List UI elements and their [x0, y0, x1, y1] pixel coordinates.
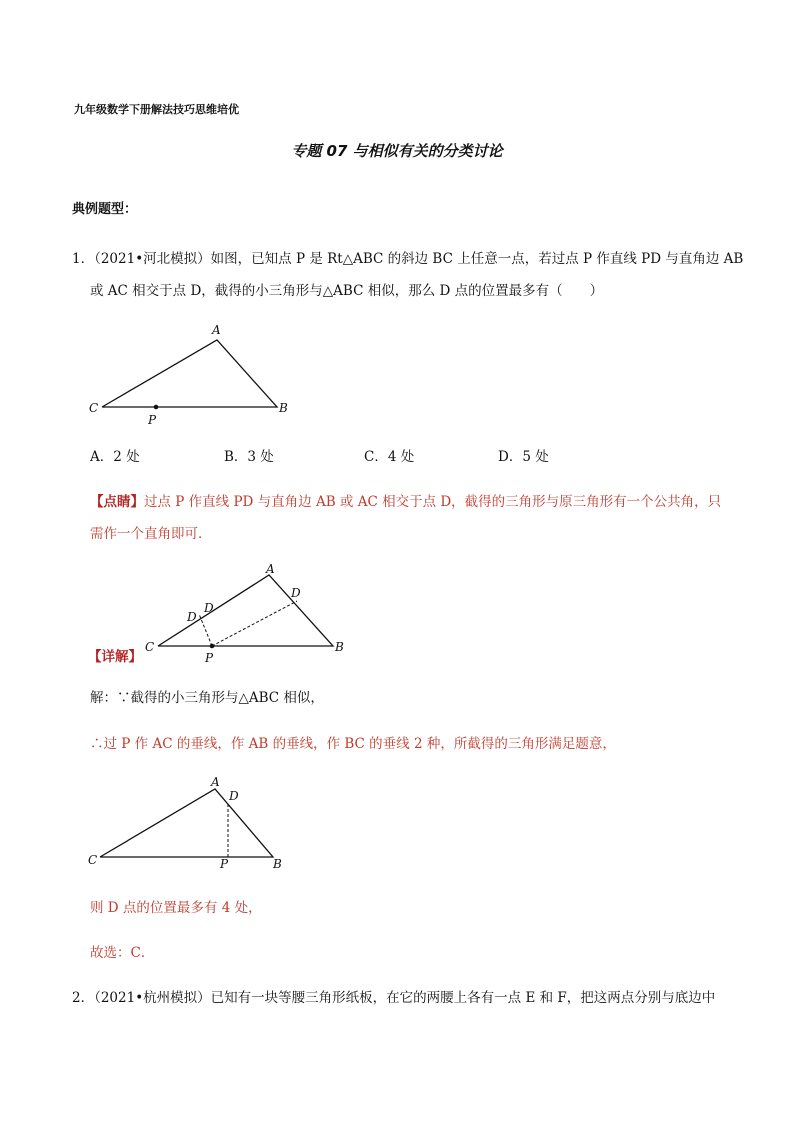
figure-1-triangle — [80, 318, 310, 430]
solution-line-1: 解：∵截得的小三角形与△ABC 相似， — [90, 690, 324, 706]
fig2-label-d1: D — [204, 601, 214, 615]
document-header: 九年级数学下册解法技巧思维培优 — [74, 103, 239, 116]
hint-label: 【点睛】 — [90, 494, 144, 510]
option-a: A．2 处 — [90, 449, 140, 465]
fig3-label-p: P — [220, 857, 229, 871]
fig2-label-c: C — [145, 640, 155, 654]
solution-line-4: 故选：C． — [90, 945, 155, 961]
option-b: B．3 处 — [224, 449, 274, 465]
option-d: D．5 处 — [498, 449, 549, 465]
question-1-line-1: 1．（2021•河北模拟）如图，已知点 P 是 Rt△ABC 的斜边 BC 上任意一点，若过点 P 作直线 PD 与直角边 AB — [72, 251, 744, 267]
figure-2-triangle — [140, 560, 360, 665]
fig1-label-a: A — [212, 323, 221, 337]
fig2-label-a: A — [266, 562, 275, 576]
question-1-line-2: 或 AC 相交于点 D，截得的小三角形与△ABC 相似，那么 D 点的位置最多有（ ） — [90, 283, 604, 299]
fig3-label-d: D — [229, 789, 239, 803]
question-2-line-1: 2．（2021•杭州模拟）已知有一块等腰三角形纸板，在它的两腰上各有一点 E 和 F，把这两点分别与底边中 — [72, 990, 716, 1006]
fig3-label-c: C — [88, 853, 98, 867]
page-title: 专题 07 与相似有关的分类讨论 — [291, 142, 503, 160]
fig1-label-p: P — [148, 413, 157, 427]
fig2-label-p: P — [205, 651, 214, 665]
fig3-label-a: A — [211, 775, 220, 789]
fig1-label-c: C — [89, 401, 99, 415]
figure-3-triangle — [80, 774, 300, 872]
section-heading: 典例题型： — [72, 202, 138, 217]
hint-line-2: 需作一个直角即可． — [90, 526, 212, 542]
fig3-label-b: B — [273, 857, 282, 871]
fig2-label-d3: D — [291, 586, 301, 600]
hint-line-1: 【点睛】过点 P 作直线 PD 与直角边 AB 或 AC 相交于点 D，截得的三角形与原三角形有一个公共角，只 — [90, 494, 722, 510]
solution-line-2: ∴过 P 作 AC 的垂线，作 AB 的垂线，作 BC 的垂线 2 种，所截得的三角形满足题意， — [90, 736, 616, 752]
option-c: C．4 处 — [364, 449, 415, 465]
fig2-label-b: B — [335, 640, 344, 654]
solution-line-3: 则 D 点的位置最多有 4 处， — [90, 900, 262, 916]
fig2-label-d2: D — [187, 610, 197, 624]
detail-label: 【详解】 — [88, 649, 142, 665]
fig1-label-b: B — [279, 401, 288, 415]
